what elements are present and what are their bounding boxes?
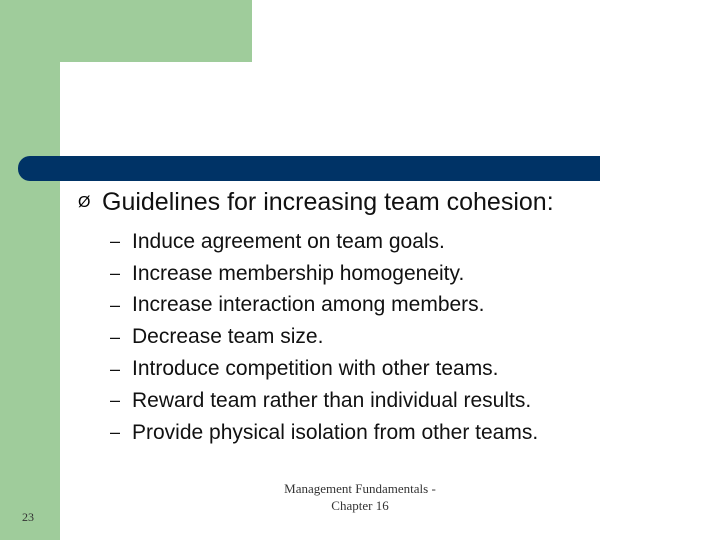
guideline-list (110, 226, 538, 449)
slide-heading: Guidelines for increasing team cohesion: (102, 188, 554, 216)
dash-icon: – (110, 231, 121, 252)
list-item (110, 321, 538, 353)
list-item (110, 290, 538, 322)
footer-line-2: Chapter 16 (331, 498, 389, 513)
dash-icon: – (110, 263, 121, 284)
list-item-text: Provide physical isolation from other teams. (132, 420, 539, 444)
dash-icon: – (110, 390, 121, 411)
dash-icon: – (110, 422, 121, 443)
list-item-text: Increase membership homogeneity. (132, 261, 465, 285)
list-item (110, 226, 538, 258)
dash-icon: – (110, 294, 121, 315)
footer-line-1: Management Fundamentals - (284, 481, 436, 496)
dash-icon: – (110, 358, 121, 379)
list-item-text: Reward team rather than individual results. (132, 388, 532, 412)
list-item (110, 353, 538, 385)
list-item (110, 385, 538, 417)
dash-icon: – (110, 326, 121, 347)
arrow-bullet-icon: Ø (78, 193, 91, 211)
page-number: 23 (22, 510, 34, 524)
main-bullet (78, 188, 554, 217)
title-bar (18, 156, 600, 181)
content-corner (60, 62, 120, 122)
list-item-text: Induce agreement on team goals. (132, 229, 445, 253)
green-side-band (0, 0, 60, 540)
list-item-text: Decrease team size. (132, 325, 324, 349)
slide-footer (260, 480, 460, 514)
list-item-text: Introduce competition with other teams. (132, 357, 499, 381)
list-item-text: Increase interaction among members. (132, 293, 485, 317)
list-item (110, 417, 538, 449)
list-item (110, 258, 538, 290)
